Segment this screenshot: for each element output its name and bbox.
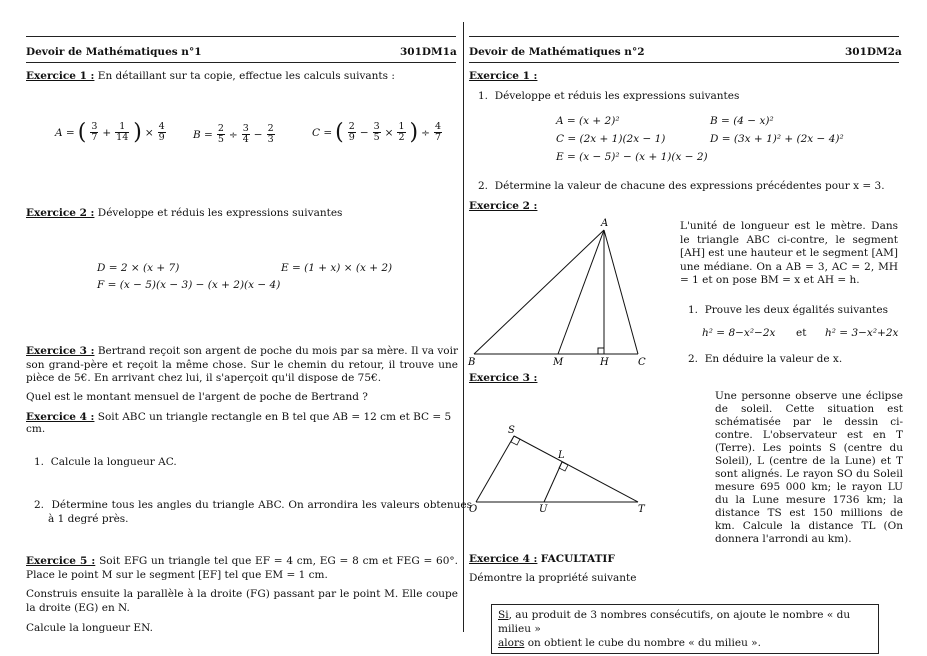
expr-A-label: A = bbox=[55, 126, 75, 139]
expr-R-B: B = (4 − x)² bbox=[710, 115, 774, 127]
right-angle-h bbox=[598, 348, 604, 354]
left-ex3-question: Quel est le montant mensuel de l'argent de poche de Bertrand ? bbox=[26, 391, 368, 403]
op: ÷ bbox=[421, 126, 430, 139]
label-T: T bbox=[638, 504, 645, 515]
label-M: M bbox=[553, 357, 564, 368]
left-ex5-p2: Construis ensuite la parallèle à la droite (FG) passant par le point M. Elle coupe la droite (EG) en N. bbox=[26, 588, 458, 614]
left-ex3-text bbox=[26, 345, 458, 386]
expr-R-A: A = (x + 2)² bbox=[556, 115, 620, 127]
column-divider bbox=[463, 22, 464, 632]
left-ex4-text: Soit ABC un triangle rectangle en B tel que AB = 12 cm et BC = 5 cm. bbox=[26, 411, 452, 435]
left-ex1-text: En détaillant sur ta copie, effectue les calculs suivants : bbox=[97, 70, 395, 82]
op: − bbox=[359, 126, 369, 139]
line-os bbox=[476, 436, 514, 502]
expr-R-D: D = (3x + 1)² + (2x − 4)² bbox=[710, 133, 844, 145]
left-ex1-prompt bbox=[26, 70, 456, 82]
box-line1: , au produit de 3 nombres consécutifs, on ajoute le nombre « du milieu » bbox=[498, 609, 851, 635]
paren-open: ( bbox=[77, 120, 87, 145]
label-C: C bbox=[638, 357, 646, 368]
frac: $\frac{3}{5}$ bbox=[373, 121, 380, 143]
left-ex5-text bbox=[26, 555, 458, 582]
frac: $\frac{2}{9}$ bbox=[348, 121, 355, 143]
line-st bbox=[514, 436, 638, 502]
frac: $\frac{2}{5}$ bbox=[217, 123, 224, 145]
expr-D: D = 2 × (x + 7) bbox=[97, 262, 180, 274]
right-ex4-suffix: FACULTATIF bbox=[540, 553, 615, 565]
expr-R-E: E = (x − 5)² − (x + 1)(x − 2) bbox=[556, 151, 708, 163]
expr-B-label: B = bbox=[193, 128, 213, 141]
right-ex3-title: Exercice 3 : bbox=[469, 372, 538, 384]
left-header-rule bbox=[26, 36, 456, 37]
right-ex1-q2: 2. Détermine la valeur de chacune des expressions précédentes pour x = 3. bbox=[478, 180, 885, 192]
right-header-rule bbox=[469, 36, 899, 37]
left-ex5-body: Soit EFG un triangle tel que EF = 4 cm, EG = 8 cm et FEG = 60°. Place le point M sur le segment [EF] tel que EM = 1 cm. bbox=[26, 555, 458, 581]
eclipse-figure bbox=[466, 420, 686, 520]
label-S: S bbox=[508, 425, 515, 436]
paren-close: ) bbox=[133, 120, 142, 145]
right-header-code: 301DM2a bbox=[845, 46, 902, 58]
frac: $\frac{4}{9}$ bbox=[158, 121, 165, 143]
right-ex4-title: Exercice 4 : bbox=[469, 553, 538, 565]
expr-C-label: C = bbox=[312, 126, 333, 139]
left-ex5-title: Exercice 5 : bbox=[26, 555, 96, 567]
right-ex2-title: Exercice 2 : bbox=[469, 200, 538, 212]
right-header-title: Devoir de Mathématiques n°2 bbox=[469, 46, 645, 58]
op: ÷ bbox=[228, 128, 238, 141]
right-ex1-title: Exercice 1 : bbox=[469, 70, 538, 82]
property-box bbox=[491, 604, 879, 654]
label-B: B bbox=[468, 357, 476, 368]
left-ex5-p3: Calcule la longueur EN. bbox=[26, 622, 153, 634]
right-ex2-q1: 1. Prouve les deux égalités suivantes bbox=[688, 304, 888, 316]
frac: $\frac{2}{3}$ bbox=[267, 123, 274, 145]
frac: $\frac{3}{4}$ bbox=[242, 123, 249, 145]
right-ex1-q1: 1. Développe et réduis les expressions suivantes bbox=[478, 90, 740, 102]
left-ex3-title: Exercice 3 : bbox=[26, 345, 95, 357]
frac: $\frac{3}{7}$ bbox=[91, 121, 98, 143]
label-L: L bbox=[558, 450, 565, 461]
right-ex2-q2: 2. En déduire la valeur de x. bbox=[688, 353, 843, 365]
expr-B bbox=[193, 124, 276, 145]
label-H: H bbox=[600, 357, 609, 368]
expr-E: E = (1 + x) × (x + 2) bbox=[281, 262, 393, 274]
left-ex2-title: Exercice 2 : bbox=[26, 207, 95, 219]
right-ex2-text: L'unité de longueur est le mètre. Dans le triangle ABC ci-contre, le segment [AH] est une hauteur et le segment [AM] une médiane. On a AB = 3, AC = 2, MH = 1 et on pose BM = x et AH = h. bbox=[680, 220, 898, 286]
left-ex4-q2: 2. Détermine tous les angles du triangle ABC. On arrondira les valeurs obtenues à 1 degré près. bbox=[34, 499, 472, 525]
eq-h1: h² = 8−x²−2x bbox=[702, 327, 776, 339]
left-ex1-title: Exercice 1 : bbox=[26, 70, 95, 82]
op: + bbox=[102, 126, 112, 139]
frac: $\frac{4}{7}$ bbox=[434, 121, 441, 143]
triangle-abc-figure bbox=[466, 214, 676, 370]
left-header-rule-bottom bbox=[26, 62, 456, 63]
left-ex2-text: Développe et réduis les expressions suivantes bbox=[97, 207, 343, 219]
median-am bbox=[558, 230, 604, 354]
expr-C bbox=[312, 120, 443, 145]
eq-and: et bbox=[796, 327, 807, 339]
box-alors: alors bbox=[498, 637, 525, 649]
op: × bbox=[144, 126, 154, 139]
left-ex4-title: Exercice 4 : bbox=[26, 411, 95, 423]
right-ex3-text: Une personne observe une éclipse de soleil. Cette situation est schématisée par le dessin ci-contre. L'observateur est en T (Terre). Les points S (centre du Soleil), L (centre de la Lune) et T sont alignés. Le rayon SO du Soleil mesure 695 000 km; le rayon LU du la Lune mesure 1736 km; la distance TS est 150 millions de km. Calcule la distance TL (On donnera l'arrondi au km). bbox=[715, 390, 903, 545]
right-header-rule-bottom bbox=[469, 62, 899, 63]
paren-open: ( bbox=[335, 120, 344, 145]
label-O: O bbox=[469, 504, 478, 515]
right-ex4-heading bbox=[469, 553, 615, 565]
op: − bbox=[253, 128, 263, 141]
left-ex2-prompt bbox=[26, 207, 456, 219]
side-ac bbox=[604, 230, 638, 354]
expr-R-C: C = (2x + 1)(2x − 1) bbox=[556, 133, 666, 145]
left-ex3-body: Bertrand reçoit son argent de poche du mois par sa mère. Il va voir son grand-père et reçoit la même chose. Sur le chemin du retour, il trouve une pièce de 5€. En arrivant chez lui, il s'aperçoit qu'il dispose de 75€. bbox=[26, 345, 458, 384]
box-si: Si bbox=[498, 609, 509, 621]
side-ab bbox=[474, 230, 604, 354]
left-ex4-prompt bbox=[26, 411, 456, 435]
expr-F: F = (x − 5)(x − 3) − (x + 2)(x − 4) bbox=[97, 279, 281, 291]
right-ex4-text: Démontre la propriété suivante bbox=[469, 572, 637, 584]
left-header-title: Devoir de Mathématiques n°1 bbox=[26, 46, 202, 58]
paren-close: ) bbox=[409, 120, 419, 145]
left-header-code: 301DM1a bbox=[400, 46, 457, 58]
box-line2: on obtient le cube du nombre « du milieu ». bbox=[524, 637, 761, 649]
expr-A bbox=[55, 120, 167, 145]
label-A: A bbox=[601, 218, 609, 229]
left-ex4-q1: 1. Calcule la longueur AC. bbox=[34, 456, 177, 468]
label-U: U bbox=[539, 504, 548, 515]
frac: $\frac{1}{2}$ bbox=[398, 121, 405, 143]
frac: $\frac{1}{14}$ bbox=[116, 121, 129, 143]
op: × bbox=[384, 126, 394, 139]
eq-h2: h² = 3−x²+2x bbox=[825, 327, 899, 339]
